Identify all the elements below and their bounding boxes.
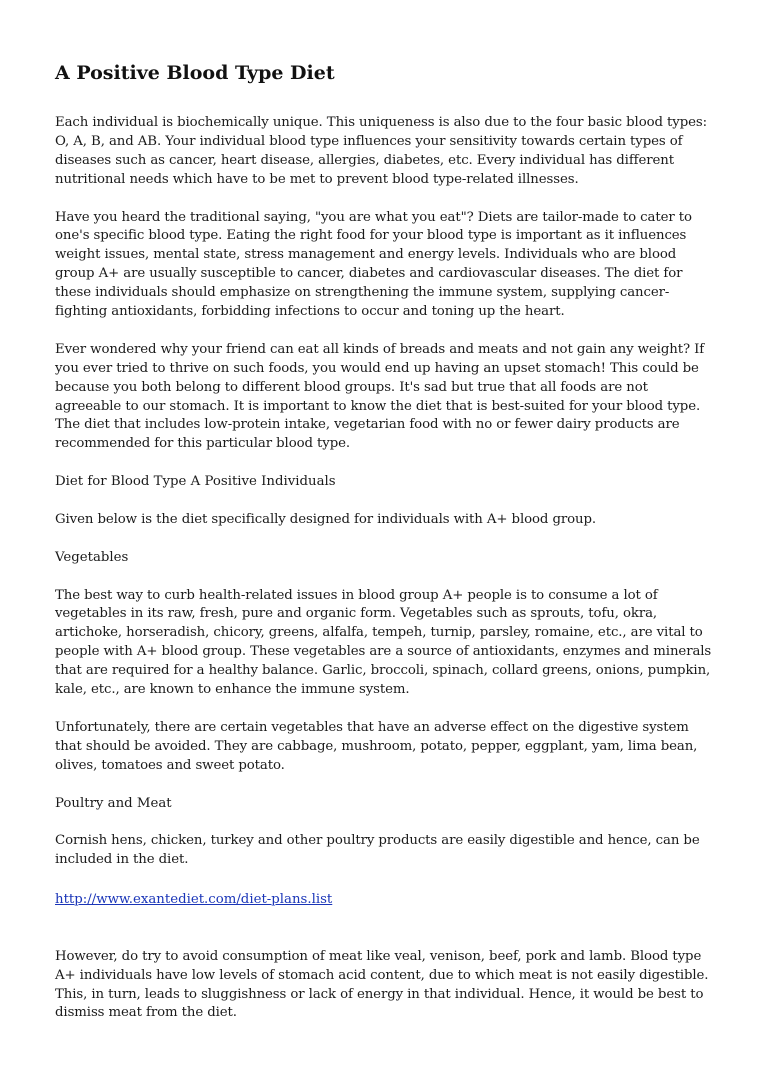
page-title: A Positive Blood Type Diet bbox=[55, 62, 335, 84]
link-container bbox=[55, 889, 715, 929]
intro-paragraph-2: Have you heard the traditional saying, "you are what you eat"? Diets are tailor-made to cater to one's specific blood type. Eating the right food for your blood type is important as it influences weight issues, mental state, stress management and energy levels. Individuals who are blood group A+ are usually susceptible to cancer, diabetes and cardiovascular diseases. The diet for these individuals should emphasize on strengthening the immune system, supplying cancer-fighting antioxidants, forbidding infections to occur and toning up the heart. bbox=[55, 209, 692, 320]
poultry-paragraph: Cornish hens, chicken, turkey and other poultry products are easily digestible and hence, can be included in the diet. bbox=[55, 833, 700, 868]
diet-plans-link[interactable]: http://www.exantediet.com/diet-plans.list bbox=[55, 892, 333, 907]
intro-paragraph-1: Each individual is biochemically unique. This uniqueness is also due to the four basic blood types: O, A, B, and AB. Your individual blood type influences your sensitivity towards certain types of diseases such as cancer, heart disease, allergies, diabetes, etc. Every individual has different nutritional needs which have to be met to prevent blood type-related illnesses. bbox=[55, 115, 707, 187]
document-page bbox=[55, 58, 715, 1042]
poultry-closing-paragraph: However, do try to avoid consumption of meat like veal, venison, beef, pork and lamb. Blood type A+ individuals have low levels of stomach acid content, due to which meat is not easily digestible. This, in turn, leads to sluggishness or lack of energy in that individual. Hence, it would be best to dismiss meat from the diet. bbox=[55, 948, 709, 1021]
poultry-heading: Poultry and Meat bbox=[55, 795, 172, 811]
vegetables-paragraph-2: Unfortunately, there are certain vegetables that have an adverse effect on the digestive system that should be avoided. They are cabbage, mushroom, potato, pepper, eggplant, yam, lima bean, olives, tomatoes and sweet potato. bbox=[55, 719, 698, 773]
section-heading: Diet for Blood Type A Positive Individuals bbox=[55, 474, 336, 490]
vegetables-heading: Vegetables bbox=[55, 549, 129, 565]
section-intro: Given below is the diet specifically designed for individuals with A+ blood group. bbox=[55, 511, 597, 527]
intro-paragraph-3: Ever wondered why your friend can eat all kinds of breads and meats and not gain any weight? If you ever tried to thrive on such foods, you would end up having an upset stomach! This could be because you both belong to different blood groups. It's sad but true that all foods are not agreeable to our stomach. It is important to know the diet that is best-suited for your blood type. The diet that includes low-protein intake, vegetarian food with no or fewer dairy products are recommended for this particular blood type. bbox=[55, 341, 705, 452]
vegetables-paragraph-1: The best way to curb health-related issues in blood group A+ people is to consume a lot of vegetables in its raw, fresh, pure and organic form. Vegetables such as sprouts, tofu, okra, artichoke, horseradish, chicory, greens, alfalfa, tempeh, turnip, parsley, romaine, etc., are vital to people with A+ blood group. These vegetables are a source of antioxidants, enzymes and minerals that are required for a healthy balance. Garlic, broccoli, spinach, collard greens, onions, pumpkin, kale, etc., are known to enhance the immune system. bbox=[55, 587, 712, 698]
